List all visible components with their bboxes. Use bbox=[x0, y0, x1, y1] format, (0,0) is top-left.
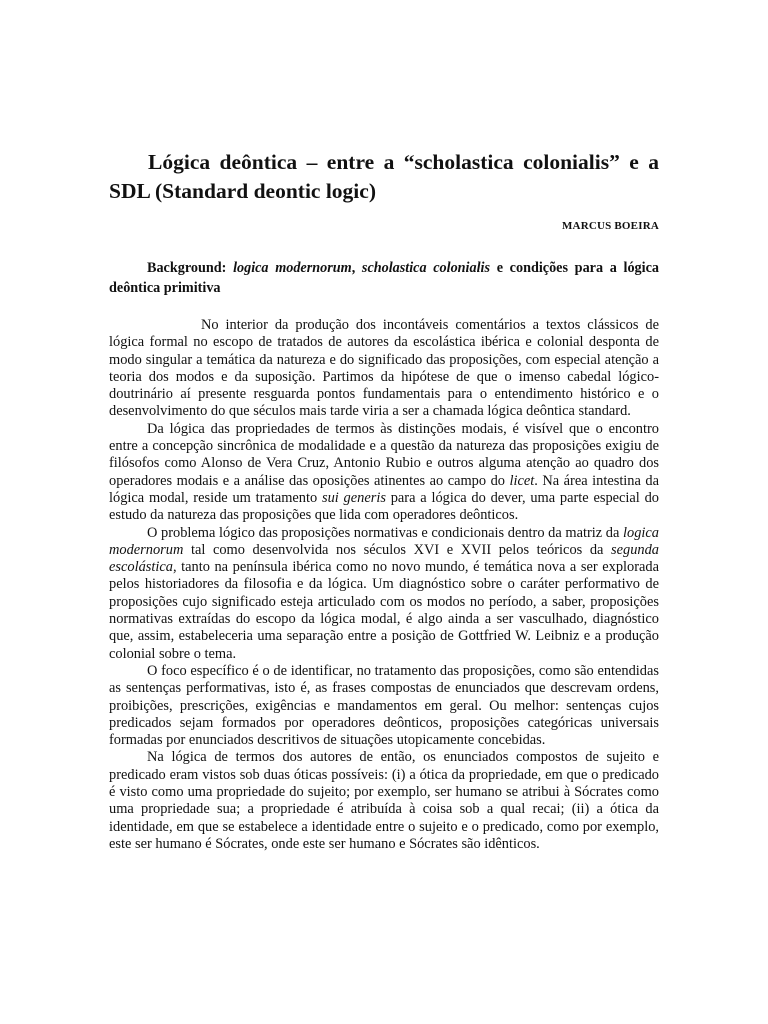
paragraph-text: O foco específico é o de identificar, no tratamento das proposições, como são entendidas as sentenças performativas, isto é, as frases compostas de enunciados que descrevam ordens, proibições, prescrições, exigências e mandamentos em geral. Ou melhor: sentenças cujos predicados sejam formados por operadores deônticos, proposições categóricas universais formadas por enunciados descritivos de situações utopicamente concebidas. bbox=[109, 662, 659, 749]
section-heading-prefix: Background: bbox=[147, 260, 234, 276]
author-name: MARCUS BOEIRA bbox=[561, 220, 659, 232]
paragraph-text: , tanto na península ibérica como no novo mundo, é temática nova a ser explorada pelos historiadores da filosofia e da lógica. Um diagnóstico sobre o caráter performativo de proposições cujo significado esteja articulado com os modos no período, a saber, proposições normativas extraídas do escopo da lógica modal, é algo ainda a ser vasculhado, diagnóstico que, assim, estabeleceria uma separação entre a posição de Gottfried W. Leibniz e a produção colonial sobre o tema. bbox=[109, 559, 659, 662]
body-paragraph bbox=[109, 749, 659, 853]
italic-term: licet bbox=[509, 472, 535, 489]
paragraph-text: . Na área intestina da lógica modal, reside um tratamento bbox=[109, 472, 659, 506]
document-title: Lógica deôntica – entre a “scholastica colonialis” e a SDL (Standard deontic logic) bbox=[109, 150, 659, 203]
paragraph-text: Da lógica das propriedades de termos às distinções modais, é visível que o encontro entre a concepção sincrônica de modalidade e a questão da natureza das proposições exigiu de filósofos como Alonso de Vera Cruz, Antonio Rubio e outros alguma atenção ao quadro dos operadores modais e a análise das oposições atinentes ao campo do bbox=[109, 420, 659, 489]
paragraph-text: para a lógica do dever, uma parte especial do estudo da natureza das proposições que lida com operadores deônticos. bbox=[109, 489, 659, 524]
paragraph-text: tal como desenvolvida nos séculos XVI e XVII pelos teóricos da bbox=[183, 541, 612, 558]
paragraph-text: O problema lógico das proposições normativas e condicionais dentro da matriz da bbox=[147, 524, 624, 541]
body-paragraph bbox=[109, 317, 659, 421]
paragraph-text: Na lógica de termos dos autores de então, os enunciados compostos de sujeito e predicado eram vistos sob duas óticas possíveis: (i) a ótica da propriedade, em que o predicado é visto como uma propriedade do sujeito; por exemplo, ser humano se atribui à Sócrates como uma propriedade sua; a propriedade é atribuída à coisa sob a qual recai; (ii) a ótica da identidade, em que se estabelece a identidade entre o sujeito e o predicado, como por exemplo, este ser humano é Sócrates, onde este ser humano e Sócrates são idênticos. bbox=[109, 749, 659, 852]
body-paragraph bbox=[109, 663, 659, 749]
section-heading-suffix: e condições para a lógica deôntica primitiva bbox=[109, 260, 659, 296]
body-text bbox=[109, 317, 659, 853]
section-heading-italic-2: scholastica colonialis bbox=[361, 260, 490, 276]
section-heading-italic-1: logica modernorum bbox=[233, 260, 352, 276]
section-heading-sep: , bbox=[351, 260, 362, 276]
italic-term: logica modernorum bbox=[109, 524, 659, 558]
italic-term: segunda escolástica bbox=[109, 541, 659, 576]
italic-term: sui generis bbox=[321, 489, 386, 506]
paragraph-text: No interior da produção dos incontáveis comentários a textos clássicos de lógica formal no escopo de tratados de autores da escolástica ibérica e colonial desponta de modo singular a temática da natureza e do significado das proposições, com especial atenção a teoria dos modos e da suposição. Partimos da hipótese de que o imenso cabedal lógico-doutrinário aí presente resguarda pontos fundamentais para o entendimento histórico e o desenvolvimento do que séculos mais tarde viria a ser a chamada lógica deôntica standard. bbox=[109, 317, 659, 420]
body-paragraph bbox=[109, 525, 659, 663]
section-heading bbox=[109, 258, 659, 298]
body-paragraph bbox=[109, 421, 659, 525]
